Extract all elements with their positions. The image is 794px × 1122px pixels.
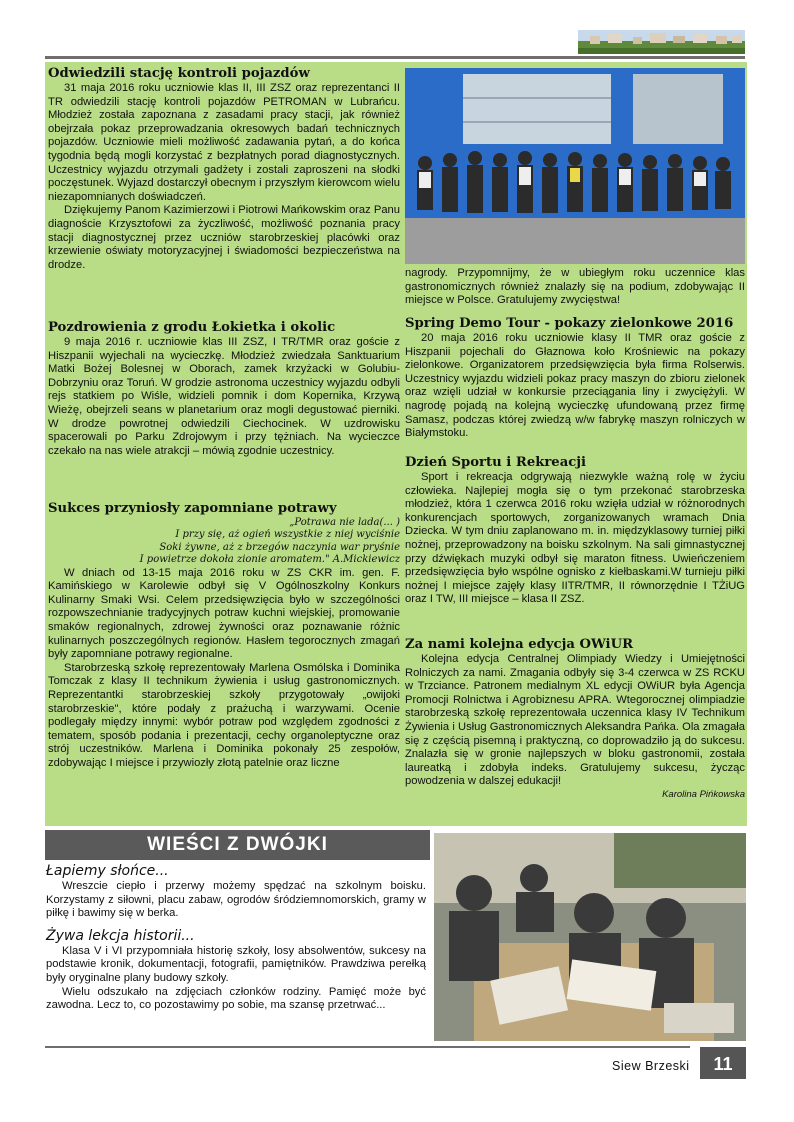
quote-line: I przy się, aż ogień wszystkie z niej wyciśnie [175,529,400,541]
article-paragraph: 31 maja 2016 roku uczniowie klas II, III ZSZ oraz reprezentanci II TR odwiedzili stację kontroli pojazdów PETROMAN w Lubrańcu. Młodzież została zapoznana z zasadami pracy stacji, jak również obejrzała pokaz przeprowadzania okresowych badań technicznych pojazdów. Uczniowie mieli możliwość zadawania pytań, a do końca tygodnia będą mogli korzystać z bezpłatnych porad diagnostycznych. Uczestnicy wyjazdu otrzymali gadżety i zostali zaproszeni na słodki poczęstunek. Wyjazd dostarczył obecnym i przyszłym kierowcom wielu niezapomnianych doświadczeń. [48,82,400,203]
author-signature: Karolina Pińkowska [662,788,745,800]
top-divider [45,56,745,59]
bottom-divider [45,1046,690,1048]
subsection-paragraph: Klasa V i VI przypomniała historię szkoły, losy absolwentów, sukcesy na podstawie kronik, dokumentacji, fotografii, pamiętników. Prawdziwa perełką były oryginalne plany budowy szkoły. [46,944,426,984]
article-paragraph: Starobrzeską szkołę reprezentowały Marlena Osmólska i Dominika Tomczak z klasy II technikum żywienia i usług gastronomicznych. Reprezentantki starobrzeskiej szkoły przygotowały „owijoki starobrzeskie", które podały z prażuchą i warzywami. Ocenie podlegały między innymi: wybór potraw pod względem zgodności z tematem, sposób podania i prezentacji, cechy organoleptyczne oraz strój uczestników. Marlena i Dominika pokonały 25 zespołów, zdobywając I miejsce i przywiozły złotą patelnie oraz liczne [48,661,400,769]
article-paragraph: W dniach od 13-15 maja 2016 roku w ZS CKR im. gen. F. Kamińskiego w Karolewie odbył się V Ogólnoszkolny Konkurs Kulinarny Smaki Wsi. Celem przedsięwzięcia było w szczególności rozpowszechnianie tradycyjnych potraw kuchni wiejskiej, promowanie smaków regionalnych, zdrowej żywności oraz poznawanie różnic kulinarnych poszczególnych regionów. Hasłem tegorocznych zmagań były zapomniane potrawy regionalne. [48,566,400,661]
article-paragraph: Kolejna edycja Centralnej Olimpiady Wiedzy i Umiejętności Rolniczych za nami. Zmagania odbyły się 3-4 czerwca w ZS RCKU w Trzciance. Patronem medialnym XL edycji OWiUR była Agencja Promocji Rolnictwa i Agrobiznesu APRA. Wtegorocznej olimpiadzie starobrzeską szkołę reprezentowała uczennica klasy IV Technikum Żywienia i Usług Gastronomicznych Aleksandra Pańka. Ola zmagała się z częścią pisemną i praktyczną, co doprowadziło ją do sukcesu. Znalazła się w gronie najlepszych w bloku gastronomii, została laureatką i zdobyła indeks. Gratulujemy sukcesu, życząc powodzenia w dalszej edukacji! [405,653,745,788]
article-title: Spring Demo Tour - pokazy zielonkowe 2016 [405,316,734,331]
article-title: Odwiedzili stację kontroli pojazdów [48,66,310,81]
section-header-title: WIEŚCI Z DWÓJKI [147,834,328,855]
article-title: Sukces przyniosły zapomniane potrawy [48,501,337,516]
subsection-title: Żywa lekcja historii... [46,927,195,944]
article-lokietek-trip [48,320,400,458]
article-forgotten-dishes-continued [405,267,745,308]
photo-vehicle-inspection-station [405,68,745,264]
article-forgotten-dishes [48,501,400,771]
quote-line: I powietrze dokoła zionie aromatem." A.Mickiewicz [139,554,400,566]
subsection-title: Łapiemy słońce... [46,863,169,879]
wiesci-content [46,862,426,1013]
header-landscape-image [578,30,745,54]
article-paragraph: Dziękujemy Panom Kazimierzowi i Piotrowi Mańkowskim oraz Panu diagnoście Krzysztofowi za życzliwość, możliwość poznania pracy stacji diagnostycznej przez uczniów starobrzeskiej placówki oraz krzewienie oświaty motoryzacyjnej i świadomości bezpieczeństwa na drodze. [48,204,400,271]
article-spring-demo-tour [405,316,745,441]
photo-history-lesson [434,833,746,1041]
quote-line: Soki żywne, aż z brzegów naczynia war pryśnie [159,541,400,553]
subsection-paragraph: Wreszcie ciepło i przerwy możemy spędzać na szkolnym boisku. Korzystamy z siłowni, placu zabaw, ogrodów śródziemnomorskich, gramy w piłkę i bawimy się w berka. [46,880,426,920]
article-title: Za nami kolejna edycja OWiUR [405,637,634,652]
article-paragraph: nagrody. Przypomnijmy, że w ubiegłym roku uczennice klas gastronomicznych również znalazły się na podium, zdobywając II miejsce w Polsce. Gratulujemy zwycięstwa! [405,267,745,307]
article-paragraph: 20 maja 2016 roku uczniowie klasy II TMR oraz goście z Hiszpanii pojechali do Głaznowa koło Krośniewic na pokazy zielonkowe. Organizatorem przedsięwzięcia była firma Rolserwis. Uczestnicy wyjazdu widzieli pokaz pracy maszyn do zbioru zielonek oraz wzięli udział w konkursie przeciągania liny i zwyciężyli. W nagrodę pojadą na kolejną wycieczkę ufundowaną przez firmę Samasz, podczas której zwiedzą w/w fabrykę maszyn rolniczych w Białymstoku. [405,332,745,440]
publication-name: Siew Brzeski [612,1059,690,1073]
quote-title: „Potrawa nie lada(... ) [289,517,400,528]
page-number: 11 [700,1047,746,1079]
subsection-paragraph: Wielu odszukało na zdjęciach członków rodziny. Pamięć może być zawodna. Lecz to, co pozostawimy po sobie, ma szansę przetrwać... [46,985,426,1012]
article-sports-day [405,455,745,607]
article-paragraph: Sport i rekreacja odgrywają niezwykle ważną rolę w życiu człowieka. Najlepiej mogła się o tym przekonać starobrzeska młodzież, która 1 czerwca 2016 roku wzięła udział w różnorodnych konkurencjach sportowych, zorganizowanych wramach Dnia Dziecka. W tym dniu zaplanowano m. in. międzyklasowy turniej piłki nożnej, przeprowadzony na boisku szkolnym. Na sali gimnastycznej przy dźwiękach muzyki odbył się maraton fitness. Uwieńczeniem przedsięwzięcia było wspólne ognisko z kiełbaskami.W turnieju piłki nożnej I miejsce zajęły klasy IITR/TMR, II równorzędnie I TŻiUG oraz I TW, III miejsce – klasa II ZSZ. [405,471,745,606]
article-title: Pozdrowienia z grodu Łokietka i okolic [48,320,336,335]
article-owiur [405,637,745,800]
article-title: Dzień Sportu i Rekreacji [405,455,587,470]
article-vehicle-inspection [48,66,400,272]
article-paragraph: 9 maja 2016 r. uczniowie klas III ZSZ, I TR/TMR oraz goście z Hiszpanii wyjechali na wycieczkę. Młodzież zwiedzała Sanktuarium Matki Bożej Bolesnej w Oborach, zamek krzyżacki w Golubiu-Dobrzyniu oraz Toruń. W grodzie astronoma uczestnicy wyjazdu odbyli rejs statkiem po Wiśle, widzieli pomnik i dom Kopernika, Krzywą Wieżę, obejrzeli seans w planetarium oraz mogli degustować pierniki. W drodze powrotnej odwiedzili Ciechocinek. W uzdrowisku spacerowali po Parku Zdrojowym i przy tężniach. Na wycieczce czekało na nas wiele atrakcji – mówią zgodnie uczestnicy. [48,336,400,457]
